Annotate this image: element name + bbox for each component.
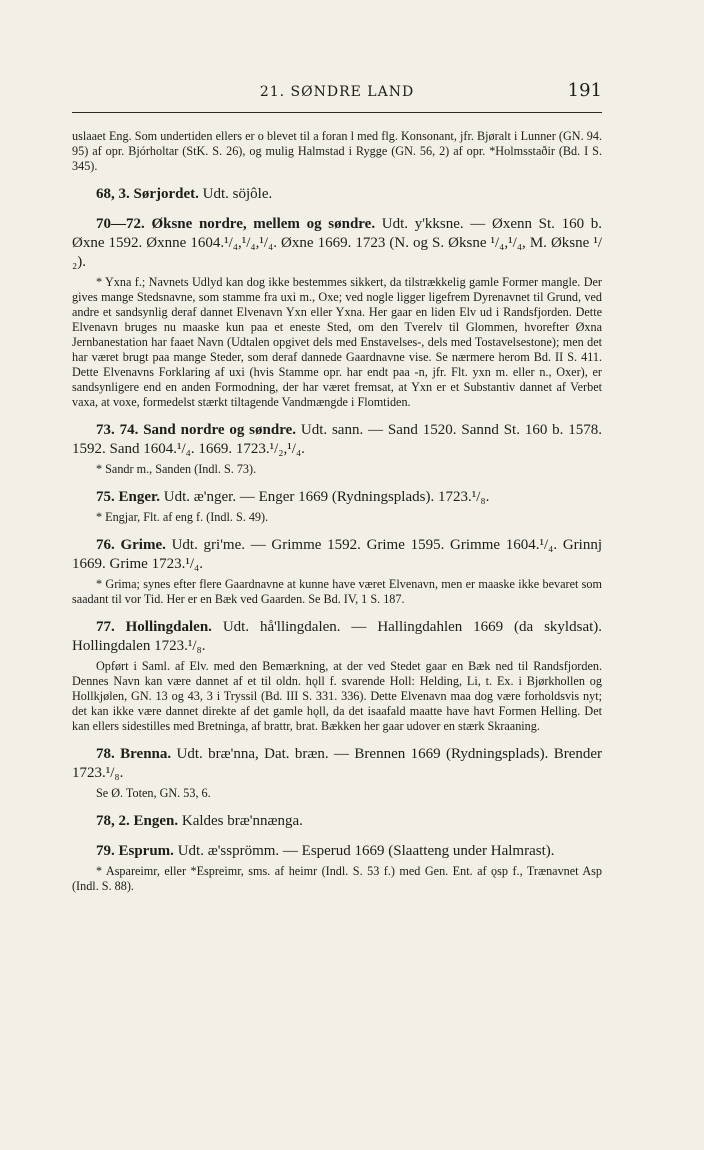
entry-note: Opført i Saml. af Elv. med den Bemærkning, at der ved Stedet gaar en Bæk ned til Randsfjorden. Dennes Navn kan være dannet af et til oldn. hǫll f. svarende Holl: Helding, Li, t. Ex. i Bjørkhollen og Hollkjølen, GN. 13 og 43, 3 i Tryssil (Bd. III S. 331. 336). Dette Elvenavn maa dog være forholdsvis nyt; det kan ikke være dannet direkte af det gamle hǫll, da det isaafald maatte have havt Formen Helling. Det kan ellers sidestilles med Bretninga, af brattr, brat. Bækken her gaar udover en stærk Skraaning. <box>72 659 602 733</box>
entry-heading <box>72 185 602 204</box>
entry-text: Kaldes bræ'nnænga. <box>181 813 303 829</box>
entry-heading <box>72 618 602 656</box>
entry-heading <box>72 812 602 831</box>
page-header <box>72 78 602 113</box>
entry-number: 73. 74. <box>96 422 139 438</box>
entry-text: Udt. hå'llingdalen. — Hallingdahlen 1669 (da skyldsat). Hollingdalen 1723.¹/₈. <box>72 619 603 654</box>
entry-text: Udt. gri'me. — Grimme 1592. Grime 1595. Grimme 1604.¹/₄. Grinnj 1669. Grime 1723.¹/₄. <box>72 537 603 572</box>
entry-heading <box>72 842 602 861</box>
entry-number: 70—72. <box>96 216 145 232</box>
running-title: 21. SØNDRE LAND <box>259 84 415 100</box>
entry-name: Hollingdalen. <box>125 619 212 635</box>
entry-number: 68, 3. <box>96 186 130 202</box>
entry-note: * Sandr m., Sanden (Indl. S. 73). <box>96 462 257 476</box>
entry-text: Udt. æ'nger. — Enger 1669 (Rydningsplads). 1723.¹/₈. <box>163 489 490 505</box>
entry-number: 78, 2. <box>96 813 130 829</box>
entry-heading <box>72 488 602 507</box>
document-page <box>72 78 602 894</box>
entry-text: Udt. söjôle. <box>202 186 273 202</box>
entry-name: Sand nordre og søndre. <box>143 422 296 438</box>
entry-text: Udt. sann. — Sand 1520. Sannd St. 160 b. 1578. 1592. Sand 1604.¹/₄. 1669. 1723.¹/₂,¹/₄. <box>72 422 603 457</box>
entry-heading <box>72 215 602 272</box>
entry-heading <box>72 745 602 783</box>
entry-note: * Engjar, Flt. af eng f. (Indl. S. 49). <box>96 510 269 524</box>
entry <box>72 185 602 204</box>
entry <box>72 421 602 477</box>
entry <box>72 842 602 894</box>
entry-note: * Grima; synes efter flere Gaardnavne at kunne have været Elvenavn, men er maaske ikke bevaret som saadant til vor Tid. Her er en Bæk ved Gaarden. Se Bd. IV, 1 S. 187. <box>72 577 602 606</box>
entry-text: Udt. bræ'nna, Dat. bræn. — Brennen 1669 (Rydningsplads). Brender 1723.¹/₈. <box>72 746 603 781</box>
entry <box>72 215 602 410</box>
entry-heading <box>72 536 602 574</box>
entry-name: Engen. <box>133 813 179 829</box>
page-number: 191 <box>567 80 602 101</box>
entry <box>72 618 602 734</box>
entry-heading <box>72 421 602 459</box>
entry-note: * Aspareimr, eller *Espreimr, sms. af heimr (Indl. S. 53 f.) med Gen. Ent. af ǫsp f., Trænavnet Asp (Indl. S. 88). <box>72 864 602 893</box>
entry-number: 75. <box>96 489 115 505</box>
entry <box>72 536 602 607</box>
entry <box>72 745 602 801</box>
entry-name: Grime. <box>120 537 166 553</box>
entry-number: 79. <box>96 843 115 859</box>
entry-name: Brenna. <box>120 746 172 762</box>
entry <box>72 812 602 831</box>
intro-paragraph: uslaaet Eng. Som undertiden ellers er o blevet til a foran l med flg. Konsonant, jfr. Bjøralt i Lunner (GN. 94. 95) af opr. Bjórholtar (StK. S. 26), og mulig Halmstad i Rygge (GN. 56, 2) af opr. *Holmsstaðir (Bd. I S. 345). <box>72 129 602 173</box>
entry-number: 76. <box>96 537 115 553</box>
entry-text: Udt. æ'ssprömm. — Esperud 1669 (Slaatteng under Halmrast). <box>177 843 555 859</box>
entry-name: Esprum. <box>118 843 174 859</box>
entries-list <box>72 185 602 894</box>
entry-note: Se Ø. Toten, GN. 53, 6. <box>96 786 211 800</box>
entry-name: Enger. <box>118 489 161 505</box>
entry-text: Udt. y'kksne. — Øxenn St. 160 b. Øxne 1592. Øxnne 1604.¹/₄,¹/₄,¹/₄. Øxne 1669. 1723 (N. og S. Øksne ¹/₄,¹/₄, M. Øksne ¹/₂). <box>72 216 603 270</box>
entry-number: 78. <box>96 746 115 762</box>
entry-number: 77. <box>96 619 115 635</box>
entry-name: Øksne nordre, mellem og søndre. <box>151 216 376 232</box>
entry-note: * Yxna f.; Navnets Udlyd kan dog ikke bestemmes sikkert, da tilstrækkelig gamle Former mangle. Der gives mange Stedsnavne, som stamme fra uxi m., Oxe; ved nogle ligger ligefrem Dyrenavnet til Grund, ved andre et sandsynlig deraf dannet Elvenavn Yxn eller Yxna. Her gaar en liden Elv ud i Randsfjorden. Dette Elvenavn bruges nu maaske kun paa et eneste Sted, om den Tverelv til Glommen, hvorefter Øxna Jernbanestation har faaet Navn (Udtalen opgivet dels med Enstavelses-, dels med Tostavelsestone); men det har været brugt paa mange Steder, som deraf dannede Gaardnavne vise. Se nærmere herom Bd. II S. 411. Dette Elvenavns Forklaring af uxi (hvis Stamme opr. har endt paa -n, jfr. Flt. yxn m. eller n., Oxer), er sandsynligere end en anden Formodning, der har været fremsat, at Yxn er et Substantiv dannet af Verbet vaxa, at voxe, formedelst stærkt tiltagende Vandmængde i Flomtiden. <box>72 275 602 409</box>
entry <box>72 488 602 525</box>
entry-name: Sørjordet. <box>133 186 199 202</box>
